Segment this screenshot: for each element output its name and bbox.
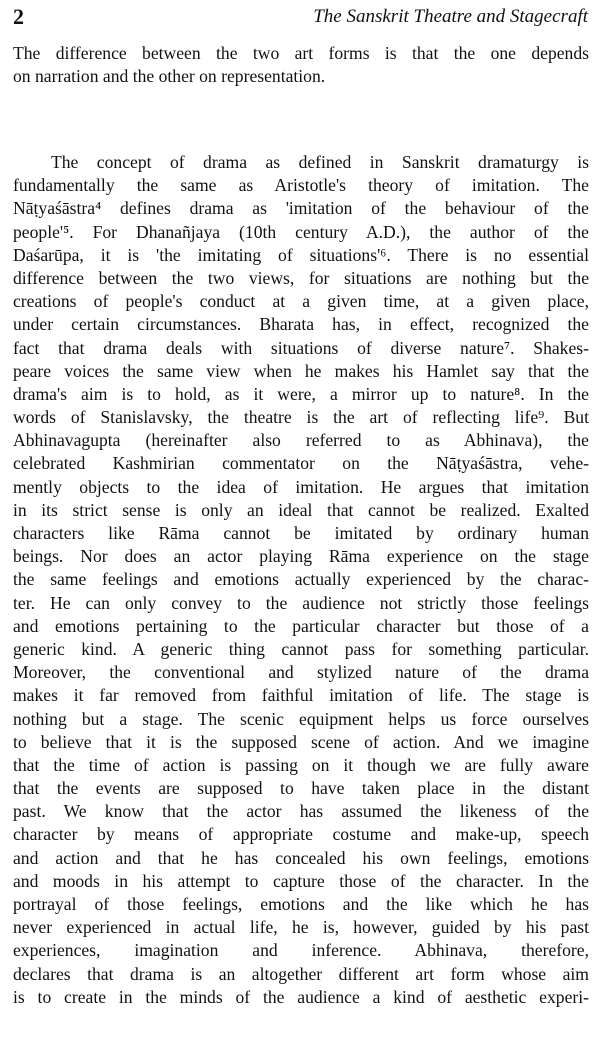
page-number: 2	[13, 4, 24, 29]
text-line: Nāṭyaśāstra⁴ defines drama as 'imitation of the behaviour of the	[13, 198, 589, 219]
text-line: and moods in his attempt to capture those of the character. In the	[13, 870, 589, 891]
text-line: fundamentally the same as Aristotle's theory of imitation. The	[13, 175, 589, 196]
text-line: characters like Rāma cannot be imitated by ordinary human	[13, 523, 589, 543]
text-line: in its strict sense is only an ideal that cannot be realized. Exalted	[13, 499, 589, 520]
text-line: difference between the two views, for situations are nothing but the	[13, 267, 589, 288]
text-line: that the events are supposed to have taken place in the distant	[13, 778, 589, 799]
text-line: peare voices the same view when he makes his Hamlet say that the	[13, 360, 589, 381]
text-line: makes it far removed from faithful imitation of life. The stage is	[13, 685, 589, 706]
text-line: under certain circumstances. Bharata has, in effect, recognized the	[13, 314, 589, 335]
text-line: people'⁵. For Dhanañjaya (10th century A.D.), the author of the	[13, 221, 589, 242]
text-line: ter. He can only convey to the audience not strictly those feelings	[13, 592, 589, 613]
text-line: words of Stanislavsky, the theatre is the art of reflecting life⁹. But	[13, 407, 589, 428]
text-line: The difference between the two art forms is that the one depends	[13, 43, 589, 63]
text-line: beings. Nor does an actor playing Rāma experience on the stage	[13, 546, 589, 567]
text-line: to believe that it is the supposed scene of action. And we imagine	[13, 731, 589, 752]
running-title: The Sanskrit Theatre and Stagecraft	[313, 6, 588, 27]
text-line: the same feelings and emotions actually experienced by the charac-	[13, 569, 589, 590]
text-line: nothing but a stage. The scenic equipment helps us force ourselves	[13, 708, 589, 729]
text-line: portrayal of those feelings, emotions and the like which he has	[13, 894, 589, 914]
text-line: drama's aim is to hold, as it were, a mirror up to nature⁸. In the	[13, 383, 589, 404]
page-header	[0, 0, 600, 34]
text-line: that the time of action is passing on it though we are fully aware	[13, 754, 589, 775]
text-line: creations of people's conduct at a given time, at a given place,	[13, 291, 589, 312]
text-line: on narration and the other on representation.	[13, 66, 326, 87]
text-line: past. We know that the actor has assumed the likeness of the	[13, 801, 589, 822]
paragraph-2	[13, 151, 589, 1009]
text-line: declares that drama is an altogether different art form whose aim	[13, 963, 589, 984]
text-line: is to create in the minds of the audience a kind of aesthetic experi-	[13, 986, 589, 1007]
text-line: and emotions pertaining to the particular character but those of a	[13, 615, 589, 636]
paragraph-1	[13, 42, 589, 88]
text-line: character by means of appropriate costume and make-up, speech	[13, 824, 589, 845]
text-line: Moreover, the conventional and stylized nature of the drama	[13, 662, 589, 683]
text-line: never experienced in actual life, he is, however, guided by his past	[13, 917, 589, 938]
text-line: celebrated Kashmirian commentator on the Nāṭyaśāstra, vehe-	[13, 453, 589, 474]
text-line: The concept of drama as defined in Sanskrit dramaturgy is	[51, 152, 589, 172]
text-line: generic kind. A generic thing cannot pass for something particular.	[13, 638, 589, 659]
text-line: fact that drama deals with situations of diverse nature⁷. Shakes-	[13, 337, 589, 358]
text-line: Daśarūpa, it is 'the imitating of situations'⁶. There is no essential	[13, 244, 589, 265]
text-line: experiences, imagination and inference. Abhinava, therefore,	[13, 940, 589, 961]
text-line: Abhinavagupta (hereinafter also referred to as Abhinava), the	[13, 430, 589, 451]
text-line: mently objects to the idea of imitation. He argues that imitation	[13, 476, 589, 497]
text-line: and action and that he has concealed his own feelings, emotions	[13, 847, 589, 868]
